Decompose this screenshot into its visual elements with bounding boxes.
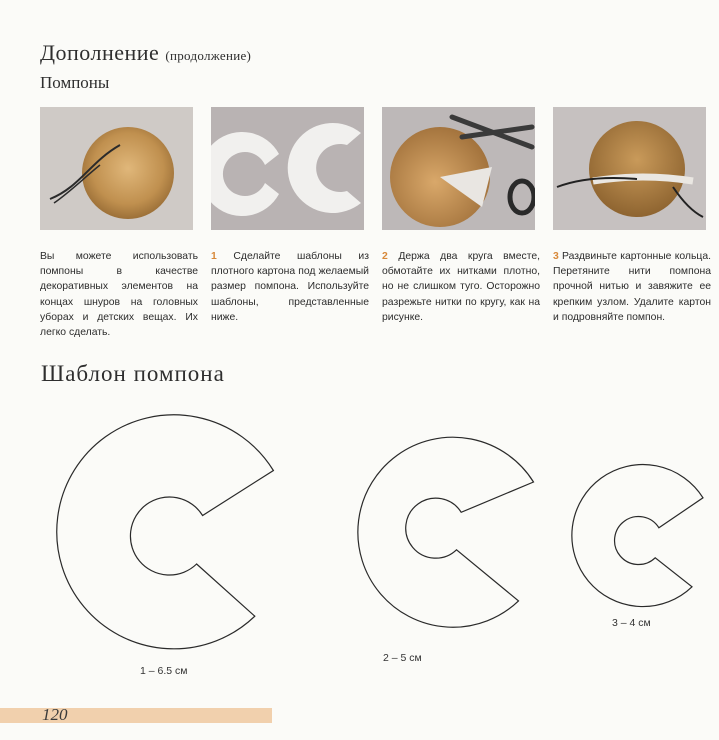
template-medium-label: 2 – 5 см [383,652,422,664]
step-number: 1 [211,251,217,262]
templates-title: Шаблон помпона [41,361,225,386]
title-note: (продолжение) [165,48,252,63]
template-medium-shape [358,437,534,627]
intro-caption-text: Вы можете использовать помпоны в качестве декоративных элементов на концах шнуров на головных уборах и детских вещах. Их легко сделать. [40,251,198,339]
step-number: 2 [382,251,388,262]
footer-bar [0,708,272,723]
step-text: Держа два круга вместе, обмотайте их нитками плотно, но не слишком туго. Осторожно разрежьте нитки по кругу, как на рисунке. [382,251,541,323]
page-number: 120 [42,705,68,724]
title-main: Дополнение [40,40,160,65]
template-small-shape [572,465,703,607]
step-text: Раздвиньте картонные кольца. Перетяните нити помпона прочной нитью и завяжите ее крепким узлом. Удалите картон и подровняйте помпон. [553,251,711,323]
template-large-shape [57,415,274,649]
template-large-label: 1 – 6.5 см [140,665,188,677]
section-subtitle: Помпоны [40,73,110,92]
step-number: 3 [553,251,559,262]
step-text: Сделайте шаблоны из плотного картона под желаемый размер помпона. Используйте шаблоны, представленные ниже. [211,251,369,323]
template-small-label: 3 – 4 см [612,617,651,629]
